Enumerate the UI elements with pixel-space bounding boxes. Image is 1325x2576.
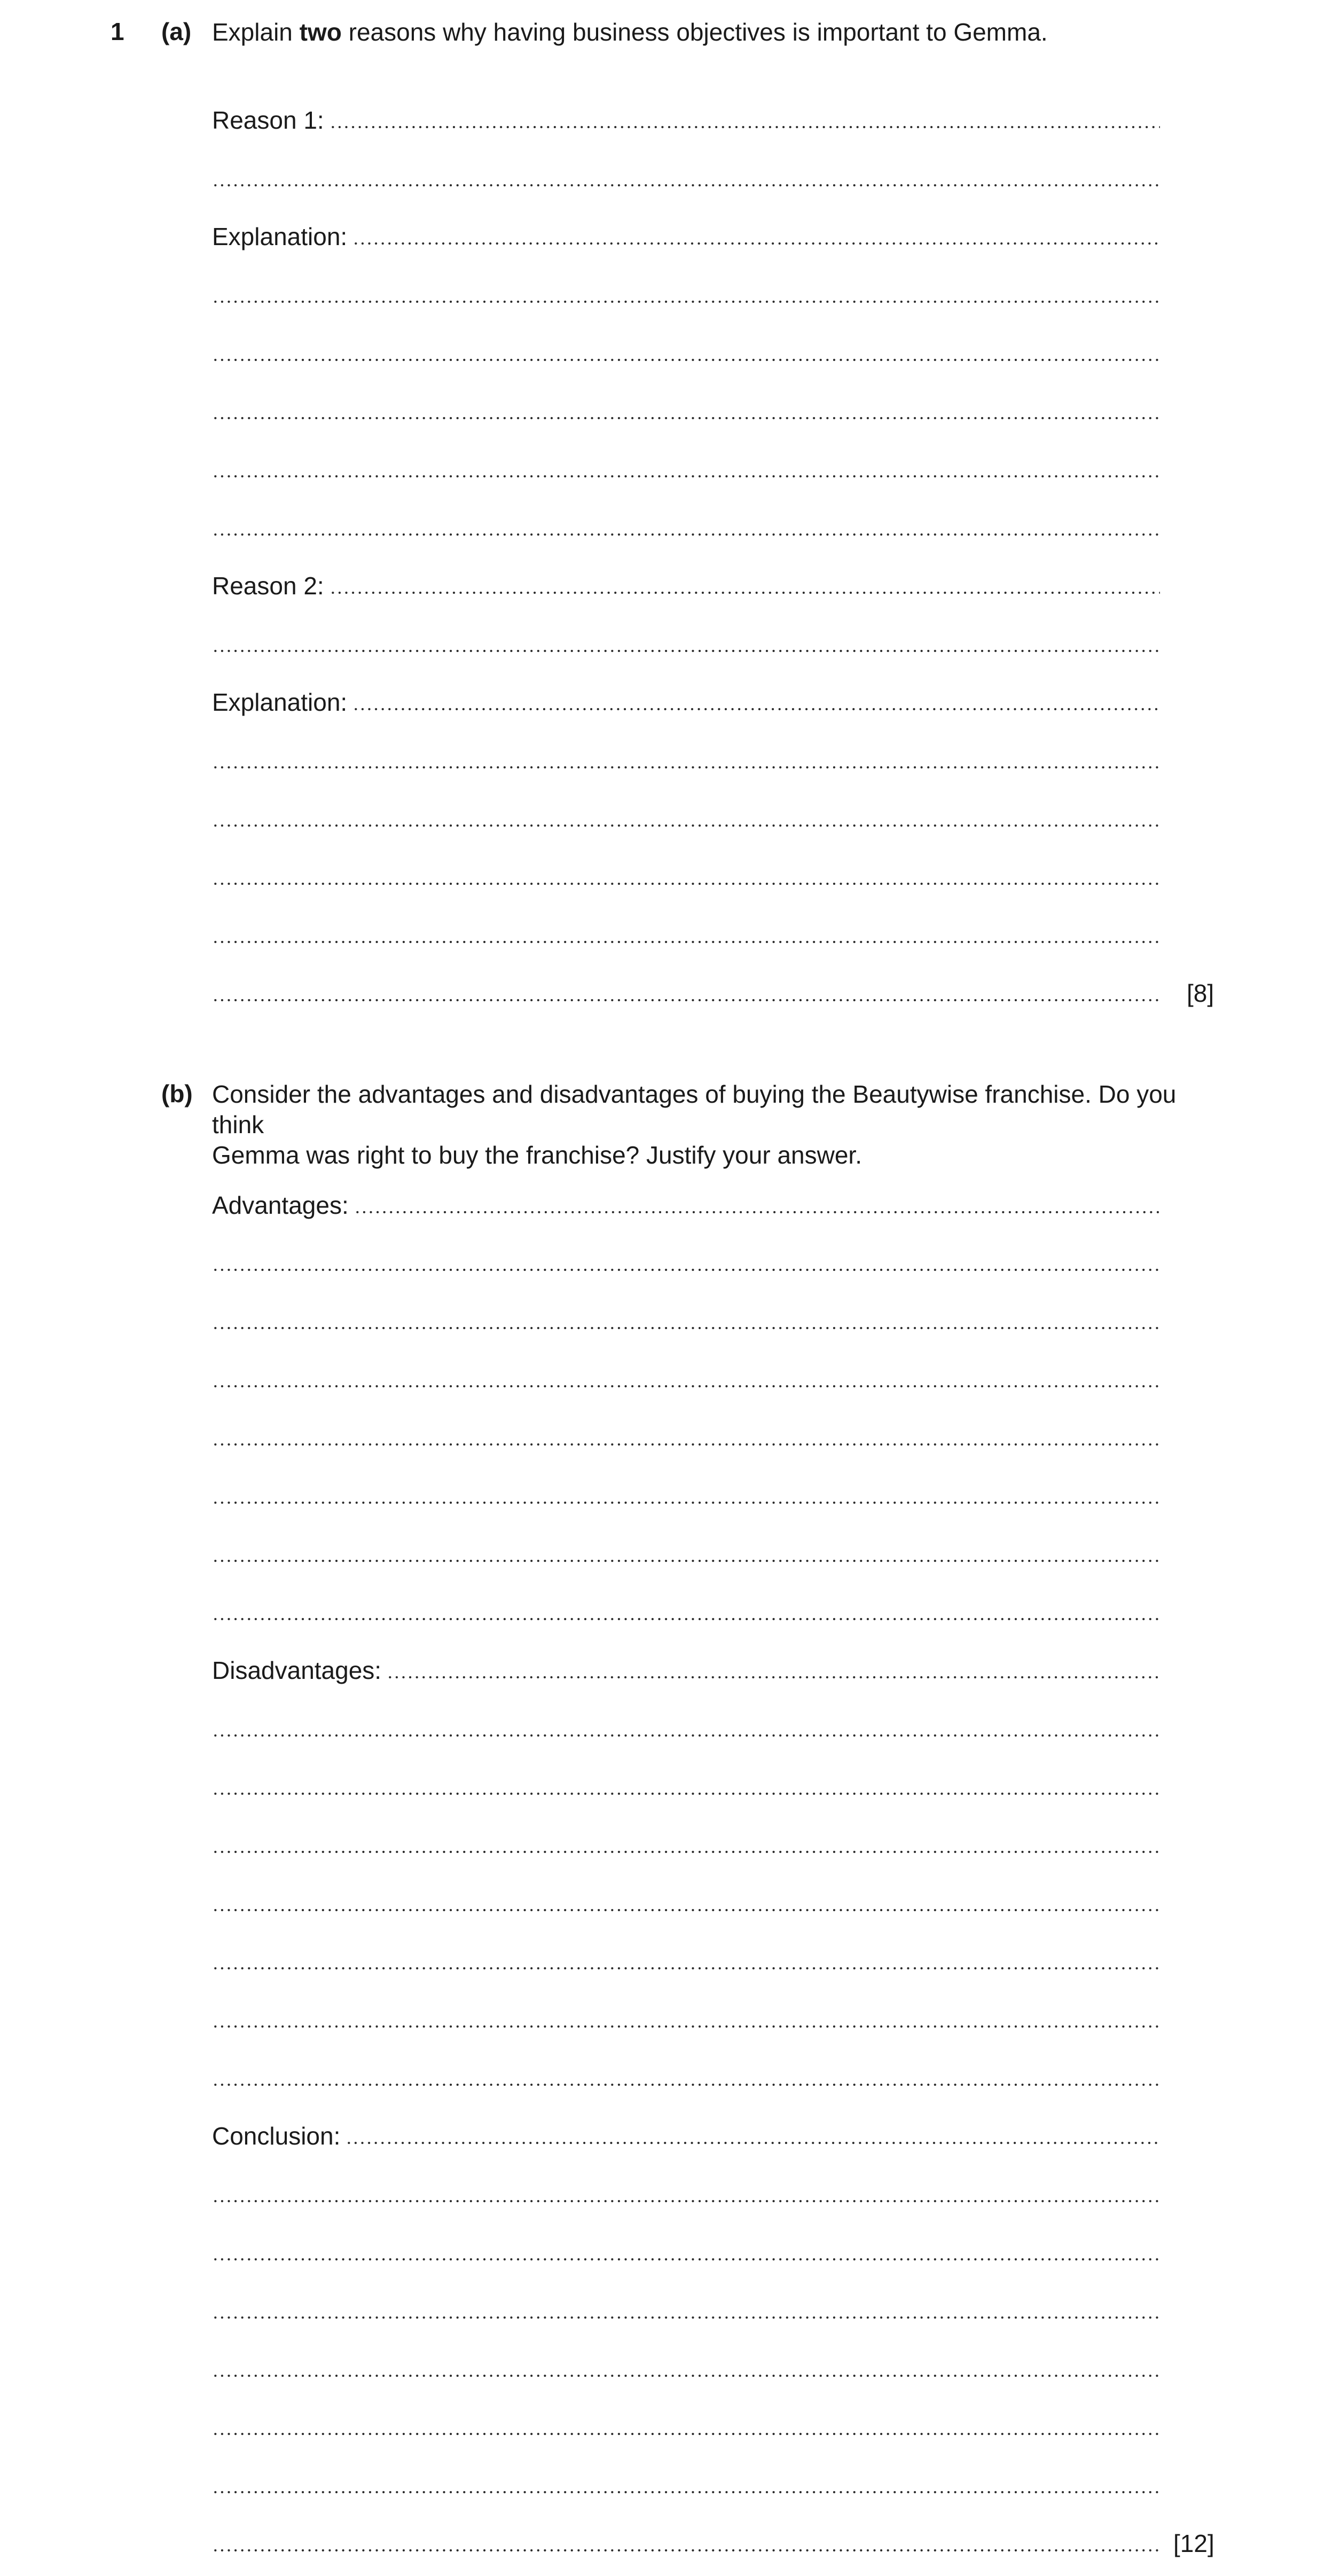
answer-line[interactable]: [212, 514, 1160, 541]
answer-line[interactable]: [212, 1424, 1160, 1451]
answer-line[interactable]: [212, 107, 1160, 133]
answer-line[interactable]: [212, 1773, 1160, 1800]
answer-line[interactable]: [212, 2414, 1160, 2440]
reason-2-label: Reason 2:: [212, 572, 324, 600]
answer-line[interactable]: [212, 689, 1160, 716]
answer-line[interactable]: [212, 922, 1160, 948]
answer-line[interactable]: [212, 2239, 1160, 2266]
part-a-bold-word: two: [299, 18, 342, 46]
answer-line[interactable]: [212, 281, 1160, 308]
answer-line[interactable]: [212, 1657, 1160, 1684]
answer-line[interactable]: [212, 2064, 1160, 2091]
answer-line[interactable]: [212, 165, 1160, 192]
answer-line[interactable]: [212, 1890, 1160, 1917]
answer-line[interactable]: [212, 2006, 1160, 2033]
reason-1-label: Reason 1:: [212, 106, 324, 134]
advantages-label: Advantages:: [212, 1191, 349, 1219]
answer-line[interactable]: [212, 456, 1160, 483]
answer-line[interactable]: [212, 223, 1160, 250]
answer-line[interactable]: [212, 805, 1160, 832]
answer-line[interactable]: [212, 2123, 1160, 2149]
answer-line[interactable]: [212, 340, 1160, 366]
part-b-marks: [12]: [1173, 2530, 1214, 2557]
disadvantages-label: Disadvantages:: [212, 1656, 382, 1684]
conclusion-label: Conclusion:: [212, 2122, 341, 2150]
part-b-question: Consider the advantages and disadvantages of buying the Beautywise franchise. Do you think Gemma was right to buy the franchise? Justify your answer.: [212, 1080, 1177, 1169]
answer-line[interactable]: [212, 1250, 1160, 1276]
answer-line[interactable]: [212, 1948, 1160, 1975]
answer-line[interactable]: [212, 1308, 1160, 1334]
answer-line[interactable]: [212, 1482, 1160, 1509]
part-a-question: Explain two reasons why having business objectives is important to Gemma.: [212, 18, 1048, 46]
answer-line[interactable]: [212, 2355, 1160, 2382]
answer-line[interactable]: [212, 980, 1160, 1007]
answer-line[interactable]: [212, 863, 1160, 890]
part-a-label: (a): [161, 18, 192, 45]
part-a-marks: [8]: [1187, 979, 1214, 1007]
explanation-2-label: Explanation:: [212, 688, 348, 716]
answer-line[interactable]: [212, 631, 1160, 657]
answer-line[interactable]: [212, 1832, 1160, 1858]
answer-line[interactable]: [212, 1541, 1160, 1567]
answer-line[interactable]: [212, 1366, 1160, 1393]
answer-line[interactable]: [212, 2530, 1160, 2557]
answer-line[interactable]: [212, 747, 1160, 774]
answer-line[interactable]: [212, 1599, 1160, 1625]
answer-line[interactable]: [212, 2181, 1160, 2208]
answer-line[interactable]: [212, 2297, 1160, 2324]
part-b-label: (b): [161, 1080, 193, 1108]
answer-line[interactable]: [212, 572, 1160, 599]
answer-line[interactable]: [212, 1192, 1160, 1219]
question-number: 1: [111, 18, 124, 45]
answer-line[interactable]: [212, 1715, 1160, 1742]
explanation-1-label: Explanation:: [212, 223, 348, 250]
answer-line[interactable]: [212, 398, 1160, 425]
answer-line[interactable]: [212, 2472, 1160, 2499]
